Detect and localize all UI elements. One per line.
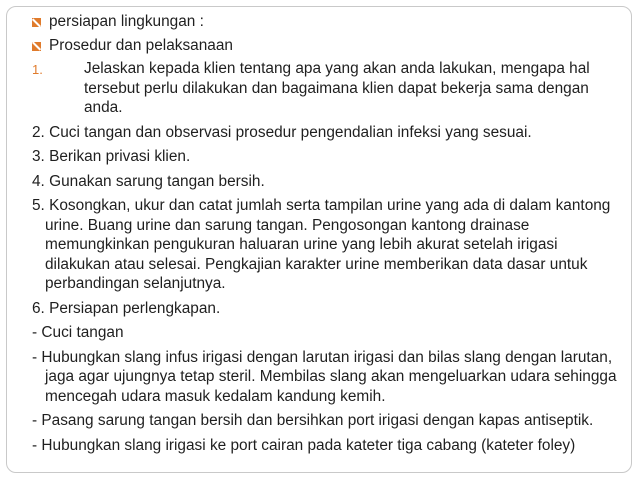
step-6: 6. Persiapan perlengkapan. [32,299,221,317]
numbered-text: Jelaskan kepada klien tentang apa yang akan anda lakukan, mengapa hal tersebut perlu dilakukan dan bagaimana klien dapat bekerja sama dengan anda. [84,60,590,116]
dash-item-hubungkan-infus: - Hubungkan slang infus irigasi dengan larutan irigasi dan bilas slang dengan larutan, jaga agar ujungnya tetap steril. Membilas slang akan mengeluarkan udara sehingga mencegah udara masuk kedalam kandung kemih. [32,348,617,405]
step-4: 4. Gunakan sarung tangan bersih. [32,172,265,190]
step-5: 5. Kosongkan, ukur dan catat jumlah serta tampilan urine yang ada di dalam kantong urine. Buang urine dan sarung tangan. Pengosongan kantong drainase memungkinkan pengukuran haluaran urine yang lebih akurat setelah irigasi dilakukan atau selesai. Pengkajian karakter urine memberikan data dasar untuk perbandingan selanjutnya. [32,197,611,292]
slide-content [32,12,617,455]
bullet-item-lingkungan [32,12,617,32]
dash-item-pasang-sarung: - Pasang sarung tangan bersih dan bersihkan port irigasi dengan kapas antiseptik. [32,412,594,429]
step-3: 3. Berikan privasi klien. [32,148,191,165]
dash-item-hubungkan-port: - Hubungkan slang irigasi ke port cairan pada kateter tiga cabang (kateter foley) [32,436,576,454]
bullet-item-prosedur [32,36,617,56]
step-2: 2. Cuci tangan dan observasi prosedur pengendalian infeksi yang sesuai. [32,123,532,141]
number-marker: 1. [32,62,43,77]
bullet-text: Prosedur dan pelaksanaan [49,36,233,54]
bullet-icon [32,42,41,51]
bullet-icon [32,18,41,27]
dash-item-cuci: - Cuci tangan [32,324,124,341]
bullet-text: persiapan lingkungan : [49,13,204,30]
numbered-item-1 [32,59,617,118]
